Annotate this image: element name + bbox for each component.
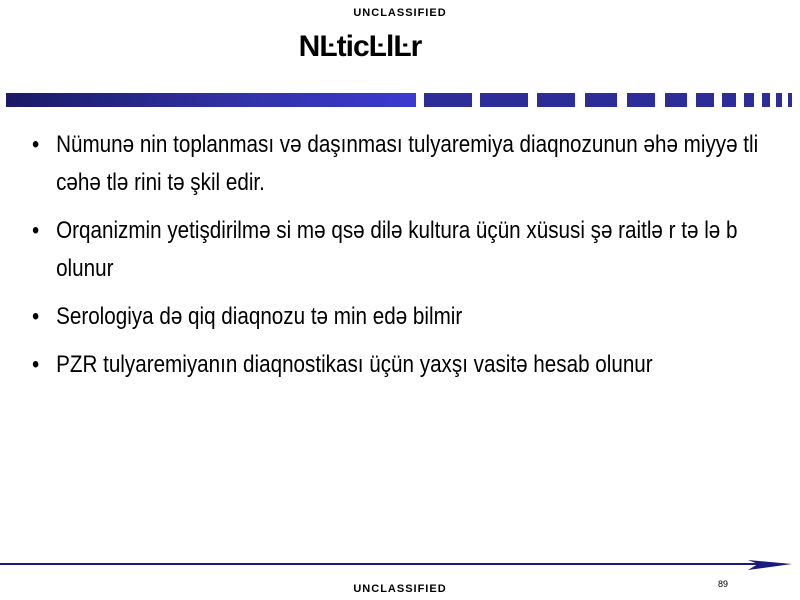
- bullet-text: PZR tulyaremiyanın diaqnostikası üçün yaxşı vasitǝ hesab olunur: [56, 351, 653, 378]
- slide-title: NĿticĿlĿr: [298, 30, 422, 63]
- title-bar-block: [762, 93, 770, 107]
- title-bar-block: [480, 93, 528, 107]
- bullet-item: [32, 298, 786, 336]
- classification-banner-bottom: UNCLASSIFIED: [353, 583, 447, 595]
- title-bar-block: [722, 93, 736, 107]
- classification-banner-top: UNCLASSIFIED: [353, 7, 447, 19]
- title-bar-block: [696, 93, 714, 107]
- title-bar-block: [665, 93, 687, 107]
- title-bar-gradient: [6, 93, 416, 107]
- bullet-marker: •: [32, 351, 40, 378]
- title-bar-block: [424, 93, 472, 107]
- bullet-item: [32, 346, 786, 384]
- title-bar-block: [776, 93, 782, 107]
- bullet-list: [32, 126, 762, 394]
- title-bar-block: [627, 93, 655, 107]
- bullet-marker: •: [32, 131, 40, 158]
- title-bar-block: [788, 93, 792, 107]
- footer-rule-arrow: [0, 560, 800, 572]
- bullet-text: Serologiya dǝ qiq diaqnozu tǝ min edǝ bilmir: [56, 303, 463, 330]
- bullet-text: Nümunǝ nin toplanması vǝ daşınması tulyaremiya diaqnozunun ǝhǝ miyyǝ tli cǝhǝ tlǝ rini tǝ şkil edir.: [56, 131, 759, 196]
- title-bar-block: [537, 93, 575, 107]
- bullet-text: Orqanizmin yetişdirilmǝ si mǝ qsǝ dilǝ kultura üçün xüsusi şǝ raitlǝ r tǝ lǝ b olunur: [56, 217, 738, 282]
- title-decorative-bar: [0, 93, 800, 107]
- bullet-marker: •: [32, 303, 40, 330]
- page-number: 89: [718, 579, 729, 589]
- bullet-marker: •: [32, 217, 40, 244]
- title-bar-block: [585, 93, 617, 107]
- bullet-item: [32, 212, 786, 288]
- title-bar-block: [744, 93, 754, 107]
- bullet-item: [32, 126, 786, 202]
